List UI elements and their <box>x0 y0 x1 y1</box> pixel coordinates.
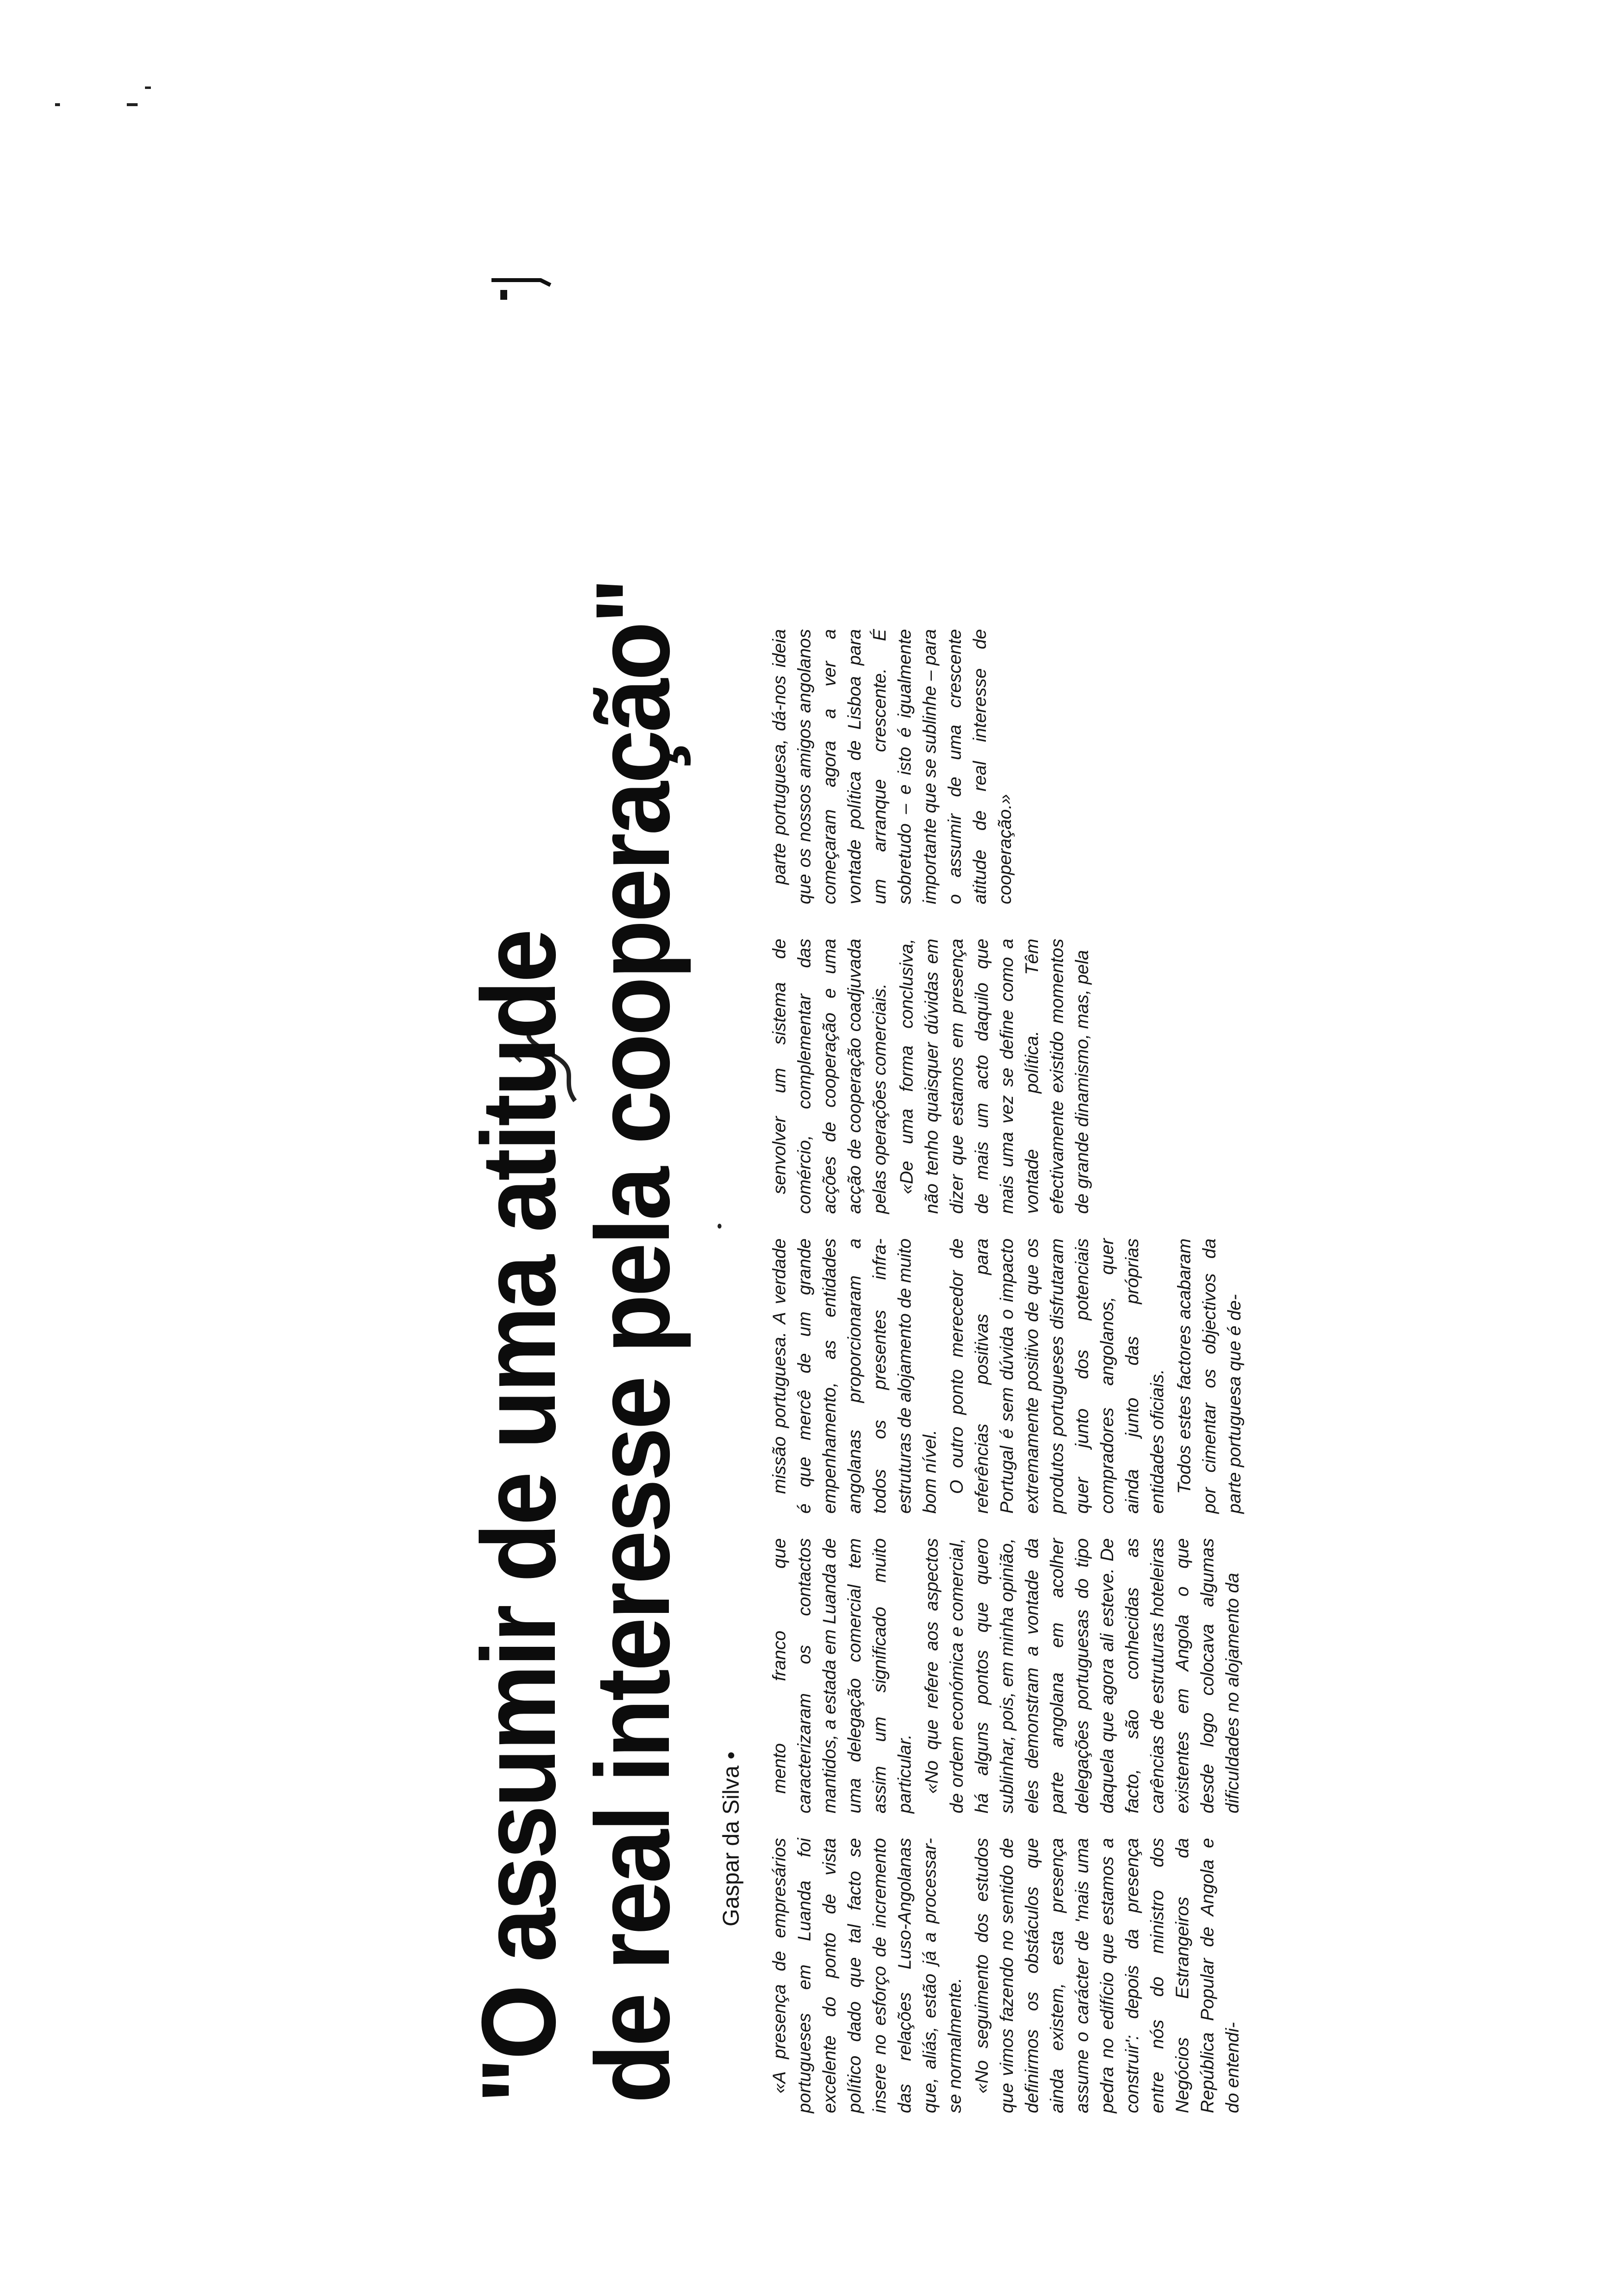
newspaper-clipping <box>413 295 1248 2162</box>
scan-speck <box>127 103 138 106</box>
paragraph: Todos estes factores acabaram por cimentar os objectivos da parte portuguesa que é de- <box>1174 1238 1244 1514</box>
text-column-3 <box>767 1238 1247 1514</box>
scan-speck <box>55 103 60 106</box>
paragraph: «De uma forma conclusiva, não tenho quaisquer dúvidas em dizer que estamos em presença de mais um acto daquilo que mais uma vez se define como a vontade política. Têm efectivamente existido momentos de grande dinamismo, mas, pela <box>896 939 1092 1214</box>
byline: Gaspar da Silva • <box>718 1751 744 1926</box>
headline-line-1: "O assumir de uma atitude <box>460 931 577 2103</box>
paragraph: «A presença de empresários portugueses em Luanda foi excelente do ponto de vista político dado que tal facto se insere no esforço de incremento das relações Luso-Angolanas que, aliás, estão já a processar-se normalmente. <box>769 1838 965 2113</box>
paragraph: «No seguimento dos estudos que vimos fazendo no sentido de definirmos os obstáculos que ainda existem, esta presença assume o carácter de 'mais uma pedra no edifício que estamos a construir': depois da presença entre nós do ministro dos Negócios Estrangeiros da República Popular de Angola e do entendi- <box>972 1838 1242 2113</box>
paragraph: senvolver um sistema de comércio, complementar das acções de cooperação e uma acção de cooperação coadjuvada pelas operações comerciais. <box>769 939 890 1214</box>
paragraph: mento franco que caracterizaram os contactos mantidos, a estada em Luanda de uma delegação comercial tem assim um significado muito particular. <box>769 1538 915 1813</box>
text-column-2 <box>767 1538 1245 1813</box>
text-column-5 <box>767 629 1017 904</box>
paragraph: missão portuguesa. A verdade é que mercê de um grande empenhamento, as entidades angolanas proporcionaram a todos os presentes infra-estruturas de alojamento de muito bom nível. <box>769 1238 940 1514</box>
text-column-1 <box>767 1838 1245 2113</box>
paragraph: parte portuguesa, dá-nos ideia que os nossos amigos angolanos começaram agora a ver a vontade política de Lisboa para um arranque crescente. É sobretudo – e isto é igualmente importante que se sublinhe – para o assumir de uma crescente atitude de real interesse de cooperação.» <box>769 629 1015 904</box>
paragraph: O outro ponto merecedor de referências positivas para Portugal é sem dúvida o impacto extremamente positivo de que os produtos portugueses disfrutaram quer junto dos potenciais compradores angolanos, quer ainda junto das próprias entidades oficiais. <box>947 1238 1167 1514</box>
headline <box>462 458 690 2103</box>
scan-speck <box>145 86 151 89</box>
article-body <box>767 364 1244 2113</box>
handwritten-mark-icon <box>491 270 555 305</box>
paragraph: «No que refere aos aspectos de ordem económica e comercial, há alguns pontos que quero sublinhar, pois, em minha opinião, eles demonstram a vontade da parte angolana em acolher delegações portuguesas do tipo daquela que agora ali esteve. De facto, são conhecidas as carências de estruturas hoteleiras existentes em Angola o que desde logo colocava algumas dificuldades no alojamento da <box>921 1538 1242 1813</box>
headline-line-2: de real interesse pela cooperação" <box>574 580 691 2103</box>
text-column-4 <box>767 939 1094 1214</box>
